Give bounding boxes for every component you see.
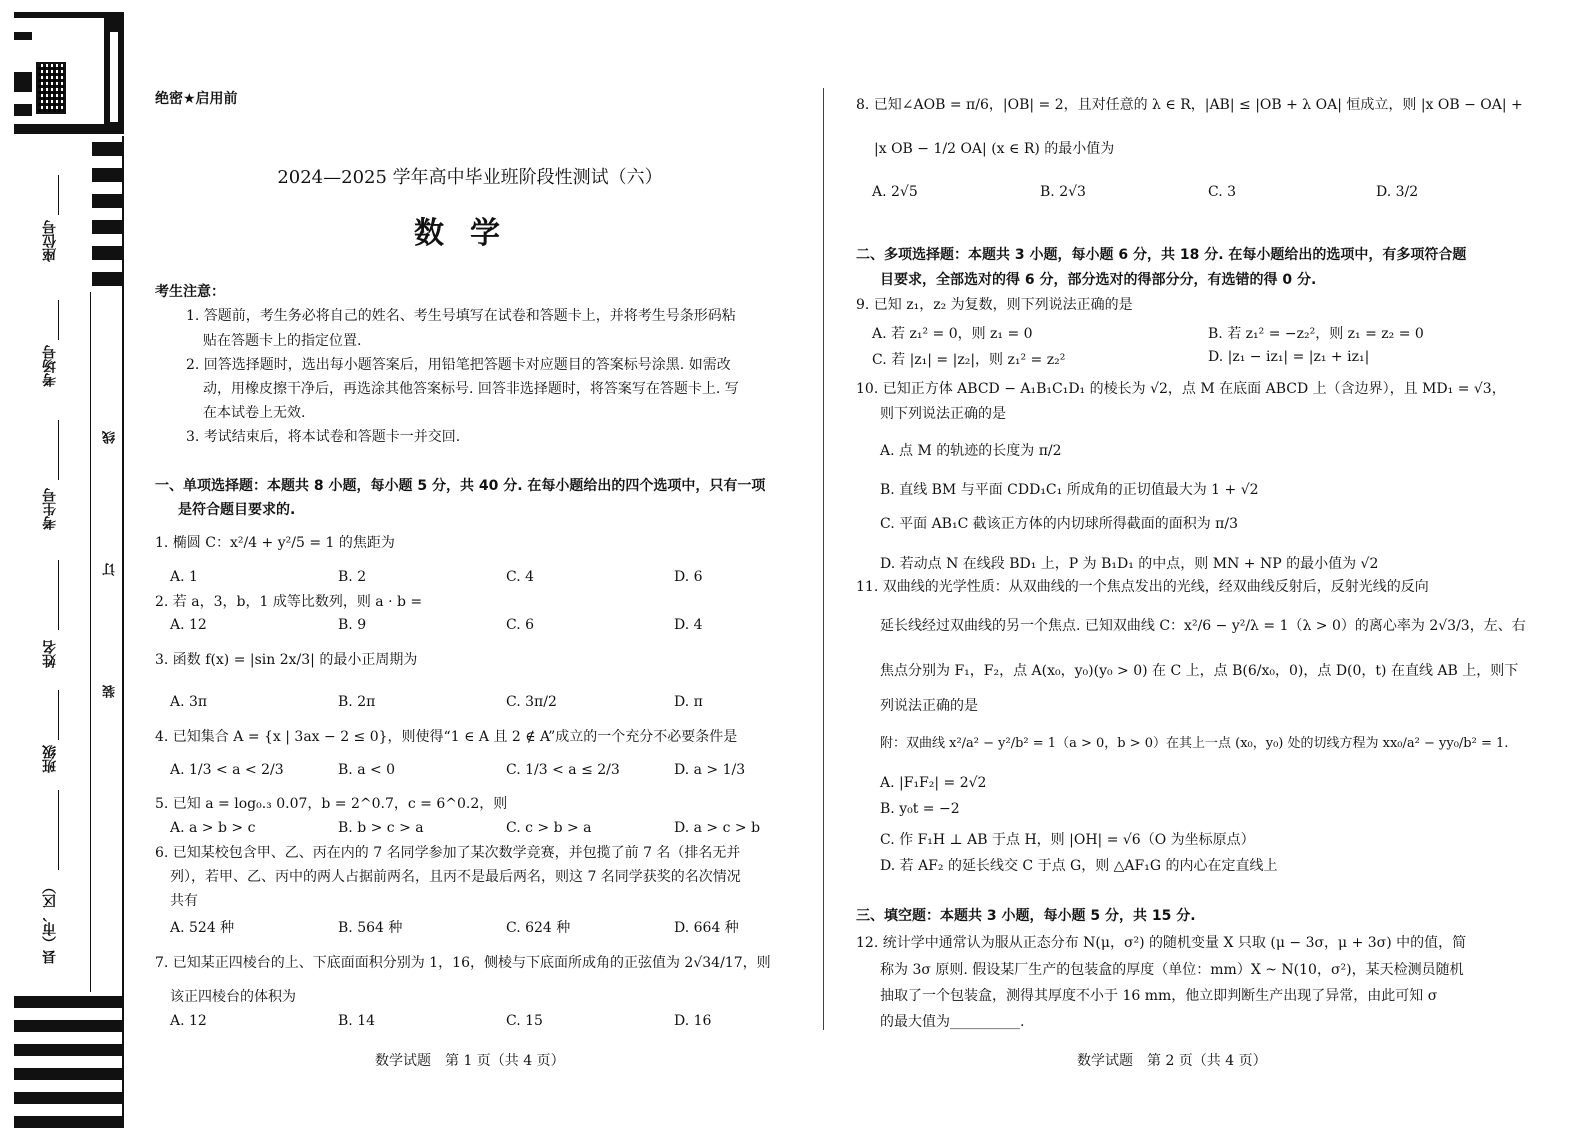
q4-option-d: D. a > 1/3	[674, 762, 746, 778]
question-12-line: 抽取了一个包装盒，测得其厚度不小于 16 mm，他立即判断生产出现了异常，由此可知 σ	[880, 988, 1438, 1004]
q11-option-b: B. y₀t = −2	[880, 801, 960, 817]
q10-option-d: D. 若动点 N 在线段 BD₁ 上，P 为 B₁D₁ 的中点，则 MN + NP 的最小值为 √2	[880, 556, 1379, 572]
q4-option-a: A. 1/3 < a < 2/3	[170, 762, 284, 778]
notice-line: 贴在答题卡上的指定位置.	[203, 333, 362, 349]
q6-option-a: A. 524 种	[170, 920, 235, 936]
question-9: 9. 已知 z₁，z₂ 为复数，则下列说法正确的是	[856, 297, 1133, 313]
question-11-appendix: 附：双曲线 x²/a² − y²/b² = 1（a > 0，b > 0）在其上一点 (x₀，y₀) 处的切线方程为 xx₀/a² − yy₀/b² = 1.	[880, 736, 1509, 751]
q7-option-a: A. 12	[170, 1013, 207, 1029]
cut-mark-bind: 订	[101, 560, 120, 579]
page-footer: 数学试题 第 2 页（共 4 页）	[1077, 1053, 1267, 1069]
question-11: 11. 双曲线的光学性质：从双曲线的一个焦点发出的光线，经双曲线反射后，反射光线的反向	[856, 579, 1429, 595]
question-7: 7. 已知某正四棱台的上、下底面面积分别为 1，16，侧棱与下底面所成角的正弦值为 2√34/17，则	[155, 955, 771, 971]
qr-code-icon	[36, 62, 66, 114]
q8-option-d: D. 3/2	[1376, 184, 1419, 200]
confidential-mark: 绝密★启用前	[155, 91, 238, 107]
q4-option-b: B. a < 0	[338, 762, 396, 778]
q5-option-a: A. a > b > c	[170, 820, 256, 836]
notice-line: 3. 考试结束后，将本试卷和答题卡一并交回.	[186, 429, 461, 445]
q1-option-a: A. 1	[170, 569, 198, 585]
section-heading: 一、单项选择题：本题共 8 小题，每小题 5 分，共 40 分. 在每小题给出的四个选项中，只有一项	[155, 478, 766, 494]
q8-option-c: C. 3	[1208, 184, 1237, 200]
q2-option-b: B. 9	[338, 617, 367, 633]
question-12-line: 的最大值为__________.	[880, 1014, 1025, 1030]
q9-option-c: C. 若 |z₁| = |z₂|，则 z₁² = z₂²	[872, 352, 1066, 368]
q4-option-c: C. 1/3 < a ≤ 2/3	[506, 762, 620, 778]
question-1: 1. 椭圆 C：x²/4 + y²/5 = 1 的焦距为	[155, 535, 395, 551]
q9-option-b: B. 若 z₁² = −z₂²，则 z₁ = z₂ = 0	[1208, 326, 1424, 342]
q8-option-a: A. 2√5	[872, 184, 918, 200]
question-6-line: 列），若甲、乙、丙中的两人占据前两名，且丙不是最后两名，则这 7 名同学获奖的名次情况	[170, 869, 741, 885]
q5-option-c: C. c > b > a	[506, 820, 592, 836]
question-10-line: 则下列说法正确的是	[880, 406, 1006, 422]
q9-option-d: D. |z₁ − iz₁| = |z₁ + iz₁|	[1208, 349, 1370, 365]
q10-option-b: B. 直线 BM 与平面 CDD₁C₁ 所成角的正切值最大为 1 + √2	[880, 482, 1259, 498]
exam-title: 2024—2025 学年高中毕业班阶段性测试（六）	[277, 167, 663, 188]
seat-number-label: 座位号	[42, 220, 58, 262]
candidate-number-label: 考生号	[42, 488, 58, 530]
q10-option-a: A. 点 M 的轨迹的长度为 π/2	[880, 443, 1062, 459]
question-6-line: 共有	[170, 893, 198, 909]
question-6: 6. 已知某校包含甲、乙、丙在内的 7 名同学参加了某次数学竞赛，并包揽了前 7 名（排名无并	[155, 845, 741, 861]
q11-option-c: C. 作 F₁H ⊥ AB 于点 H，则 |OH| = √6（O 为坐标原点）	[880, 832, 1255, 848]
notice-heading: 考生注意：	[155, 284, 225, 300]
section-heading: 三、填空题：本题共 3 小题，每小题 5 分，共 15 分.	[856, 908, 1196, 924]
question-3: 3. 函数 f(x) = |sin 2x/3| 的最小正周期为	[155, 652, 418, 668]
q3-option-d: D. π	[674, 694, 703, 710]
question-8: 8. 已知∠AOB = π/6，|OB| = 2，且对任意的 λ ∈ R，|AB| ≤ |OB + λ OA| 恒成立，则 |x OB − OA| +	[856, 97, 1523, 113]
q1-option-d: D. 6	[674, 569, 703, 585]
q10-option-c: C. 平面 AB₁C 截该正方体的内切球所得截面的面积为 π/3	[880, 516, 1239, 532]
name-label: 姓名	[42, 640, 58, 668]
page-1	[150, 0, 800, 1140]
question-10: 10. 已知正方体 ABCD − A₁B₁C₁D₁ 的棱长为 √2，点 M 在底面 ABCD 上（含边界），且 MD₁ = √3，	[856, 381, 1506, 397]
q3-option-a: A. 3π	[170, 694, 208, 710]
section-heading: 二、多项选择题：本题共 3 小题，每小题 6 分，共 18 分. 在每小题给出的选项中，有多项符合题	[856, 247, 1467, 263]
page-2	[850, 0, 1526, 1140]
q6-option-b: B. 564 种	[338, 920, 403, 936]
notice-line: 2. 回答选择题时，选出每小题答案后，用铅笔把答题卡对应题目的答案标号涂黑. 如需改	[186, 357, 731, 373]
county-label: 县（市、区）	[42, 880, 58, 964]
q11-option-d: D. 若 AF₂ 的延长线交 C 于点 G，则 △AF₁G 的内心在定直线上	[880, 858, 1278, 874]
question-2: 2. 若 a，3，b，1 成等比数列，则 a · b =	[155, 594, 423, 610]
question-5: 5. 已知 a = log₀.₃ 0.07，b = 2^0.7，c = 6^0.2，则	[155, 796, 508, 812]
q11-option-a: A. |F₁F₂| = 2√2	[880, 775, 987, 791]
q9-option-a: A. 若 z₁² = 0，则 z₁ = 0	[872, 326, 1033, 342]
q2-option-d: D. 4	[674, 617, 703, 633]
q2-option-c: C. 6	[506, 617, 535, 633]
q6-option-d: D. 664 种	[674, 920, 739, 936]
question-11-line: 列说法正确的是	[880, 698, 978, 714]
q1-option-b: B. 2	[338, 569, 367, 585]
question-8-line: |x OB − 1/2 OA| (x ∈ R) 的最小值为	[874, 141, 1115, 157]
section-heading: 目要求，全部选对的得 6 分，部分选对的得部分分，有选错的得 0 分.	[880, 272, 1317, 288]
q3-option-c: C. 3π/2	[506, 694, 557, 710]
subject-title: 数学	[414, 216, 526, 251]
question-11-line: 延长线经过双曲线的另一个焦点. 已知双曲线 C：x²/6 − y²/λ = 1（λ > 0）的离心率为 2√3/3，左、右	[880, 618, 1526, 634]
q5-option-d: D. a > c > b	[674, 820, 761, 836]
page-divider	[823, 88, 824, 1030]
section-heading: 是符合题目要求的.	[178, 502, 296, 518]
class-label: 班级	[42, 745, 58, 773]
q7-option-c: C. 15	[506, 1013, 543, 1029]
page-footer: 数学试题 第 1 页（共 4 页）	[375, 1053, 565, 1069]
q2-option-a: A. 12	[170, 617, 207, 633]
question-11-line: 焦点分别为 F₁，F₂，点 A(x₀，y₀)(y₀ > 0) 在 C 上，点 B(6/x₀，0)，点 D(0，t) 在直线 AB 上，则下	[880, 663, 1519, 679]
notice-line: 1. 答题前，考生务必将自己的姓名、考生号填写在试卷和答题卡上，并将考生号条形码粘	[186, 308, 736, 324]
question-12-line: 称为 3σ 原则. 假设某厂生产的包装盒的厚度（单位：mm）X ~ N(10，σ²)，某天检测员随机	[880, 962, 1464, 978]
question-4: 4. 已知集合 A = {x | 3ax − 2 ≤ 0}，则使得“1 ∈ A 且 2 ∉ A”成立的一个充分不必要条件是	[155, 729, 738, 745]
question-12: 12. 统计学中通常认为服从正态分布 N(μ，σ²) 的随机变量 X 只取 (μ − 3σ，μ + 3σ) 中的值，简	[856, 935, 1467, 951]
notice-line: 动，用橡皮擦干净后，再选涂其他答案标号. 回答非选择题时，将答案写在答题卡上. 写	[203, 381, 739, 397]
q8-option-b: B. 2√3	[1040, 184, 1086, 200]
q1-option-c: C. 4	[506, 569, 535, 585]
cut-mark-pack: 装	[101, 682, 120, 701]
question-7-line: 该正四棱台的体积为	[170, 989, 296, 1005]
q6-option-c: C. 624 种	[506, 920, 571, 936]
q3-option-b: B. 2π	[338, 694, 376, 710]
exam-room-label: 考场号	[42, 345, 58, 387]
cut-mark-line: 线	[101, 428, 120, 447]
q7-option-b: B. 14	[338, 1013, 376, 1029]
q7-option-d: D. 16	[674, 1013, 712, 1029]
q5-option-b: B. b > c > a	[338, 820, 424, 836]
notice-line: 在本试卷上无效.	[203, 405, 306, 421]
binding-strip	[0, 0, 130, 1140]
